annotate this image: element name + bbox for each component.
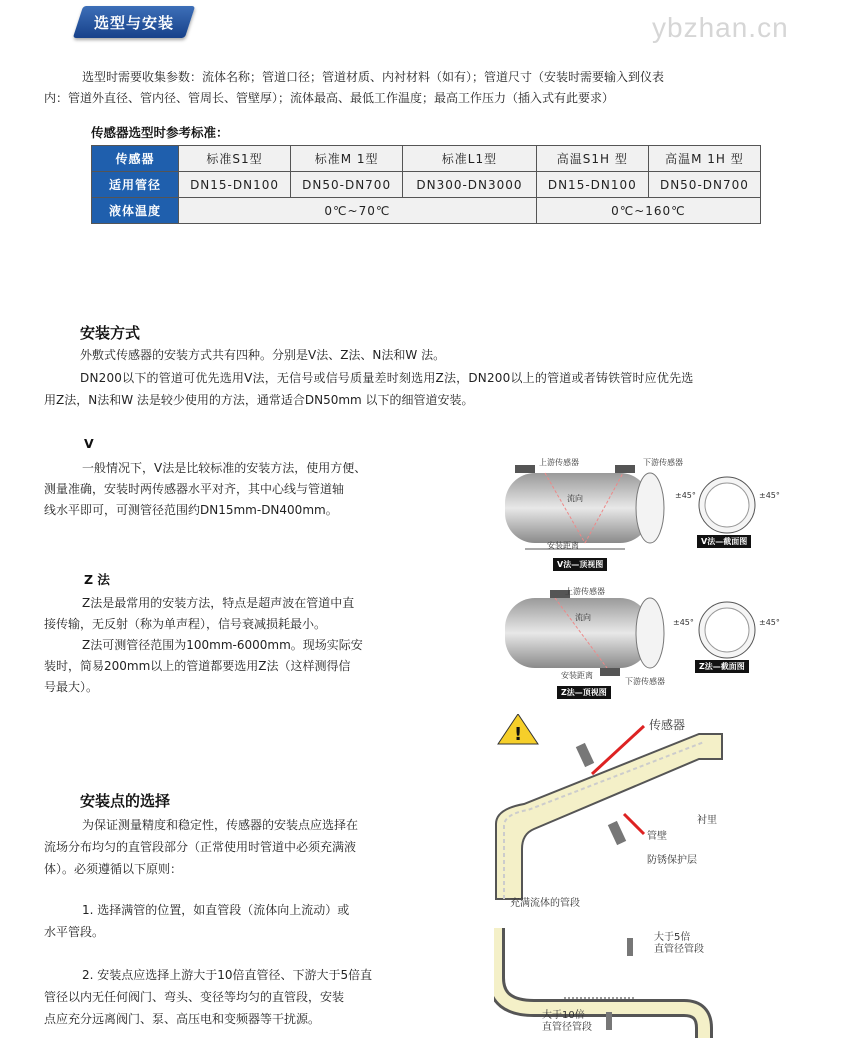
rule2-line3: 点应充分远离阀门、泵、高压电和变频器等干扰源。 (44, 1012, 321, 1026)
v-method-line3: 线水平即可，可测管径范围约DN15mm-DN400mm。 (44, 503, 338, 517)
v-downstream-label: 下游传感器 (643, 458, 683, 467)
install-method-line1: 外敷式传感器的安装方式共有四种。分别是V法、Z法、N法和W 法。 (80, 348, 446, 362)
wall-label: 管壁 (647, 831, 667, 842)
svg-text:!: ! (514, 724, 523, 745)
table-row (92, 198, 761, 224)
table-row (92, 172, 761, 198)
downstream-5x-line1: 大于5倍 (654, 932, 691, 943)
downstream-5x-line2: 直管径管段 (654, 944, 704, 955)
section-banner (78, 6, 190, 38)
model-cell: 高温M 1H 型 (648, 146, 760, 172)
table-title: 传感器选型时参考标准： (91, 125, 229, 140)
selection-intro-line1: 选型时需要收集参数：流体名称；管道口径；管道材质、内衬材料（如有）；管道尺寸（安装时需要输入到仪表 (82, 70, 665, 84)
v-method-diagram (495, 455, 795, 570)
z-caption-top: Z法—顶视图 (557, 686, 611, 699)
coating-label: 防锈保护层 (647, 855, 697, 866)
v-distance-label: 安装距离 (547, 541, 579, 550)
v-pipe-illustration (495, 455, 795, 570)
install-method-heading: 安装方式 (80, 324, 141, 342)
z-method-line4: 装时，简易200mm以上的管道都要选用Z法（这样测得信 (44, 659, 351, 673)
model-cell: 标准S1型 (179, 146, 291, 172)
sensor-spec-table (91, 145, 761, 224)
z-method-line5: 号最大）。 (44, 680, 99, 694)
point-selection-line2: 流场分布均匀的直管段部分（正常使用时管道中必须充满液 (44, 840, 357, 854)
diameter-cell: DN15-DN100 (179, 172, 291, 198)
selection-intro-line2: 内：管道外直径、管内径、管周长、管壁厚）；流体最高、最低工作温度；最高工作压力（插入式有此要求） (44, 91, 615, 105)
upstream-10x-line1: 大于10倍 (542, 1010, 585, 1021)
row-header-diameter: 适用管径 (92, 172, 179, 198)
diameter-cell: DN50-DN700 (291, 172, 403, 198)
rule1-line1: 1. 选择满管的位置，如直管段（流体向上流动）或 (82, 903, 350, 917)
z-method-line2: 接传输，无反射（称为单声程），信号衰减损耗最小。 (44, 617, 327, 631)
diameter-cell: DN50-DN700 (648, 172, 760, 198)
v-caption-top: V法—顶视图 (553, 558, 607, 571)
z-method-line3: Z法可测管径范围为100mm-6000mm。现场实际安 (82, 638, 363, 652)
z-method-diagram (495, 584, 795, 699)
watermark: ybzhan.cn (652, 12, 789, 43)
v-flow-label: 流向 (567, 494, 583, 503)
z-method-heading: Z 法 (84, 572, 110, 587)
z-upstream-label: 上游传感器 (565, 587, 605, 596)
diameter-cell: DN300-DN3000 (403, 172, 537, 198)
z-method-line1: Z法是最常用的安装方法，特点是超声波在管道中直 (82, 596, 355, 610)
rule2-line2: 管径以内无任何阀门、弯头、变径等均匀的直管段，安装 (44, 990, 345, 1004)
z-angle-right: ±45° (759, 618, 780, 627)
diameter-cell: DN15-DN100 (536, 172, 648, 198)
rule2-line1: 2. 安装点应选择上游大于10倍直管径、下游大于5倍直 (82, 968, 373, 982)
table-row (92, 146, 761, 172)
upstream-10x-line2: 直管径管段 (542, 1022, 592, 1033)
z-flow-label: 流向 (575, 613, 591, 622)
z-distance-label: 安装距离 (561, 671, 593, 680)
sensor-label: 传感器 (649, 718, 686, 732)
install-method-line3: 用Z法，N法和W 法是较少使用的方法，通常适合DN50mm 以下的细管道安装。 (44, 393, 474, 407)
sloped-pipe-illustration (494, 714, 724, 914)
temp-high-cell: 0℃~160℃ (536, 198, 760, 224)
pipe-install-diagram (494, 714, 724, 914)
v-angle-right: ±45° (759, 491, 780, 500)
install-method-line2: DN200以下的管道可优先选用V法，无信号或信号质量差时刻选用Z法，DN200以上的管道或者铸铁管时应优先选 (80, 371, 694, 385)
v-method-heading: V (84, 436, 94, 451)
v-method-line1: 一般情况下，V法是比较标准的安装方法，使用方便、 (82, 461, 367, 475)
full-pipe-label: 充满流体的管段 (510, 898, 580, 909)
lining-label: 衬里 (697, 815, 717, 826)
model-cell: 标准L1型 (403, 146, 537, 172)
v-method-line2: 测量准确，安装时两传感器水平对齐，其中心线与管道轴 (44, 482, 345, 496)
straight-pipe-diagram (494, 928, 724, 1038)
banner-title: 选型与安装 (93, 14, 174, 32)
z-downstream-label: 下游传感器 (625, 677, 665, 686)
z-caption-section: Z法—截面图 (695, 660, 749, 673)
v-upstream-label: 上游传感器 (539, 458, 579, 467)
point-selection-line1: 为保证测量精度和稳定性，传感器的安装点应选择在 (82, 818, 359, 832)
rule1-line2: 水平管段。 (44, 925, 105, 939)
temp-standard-cell: 0℃~70℃ (179, 198, 537, 224)
v-angle-left: ±45° (675, 491, 696, 500)
v-caption-section: V法—截面图 (697, 535, 751, 548)
model-cell: 高温S1H 型 (536, 146, 648, 172)
row-header-sensor: 传感器 (92, 146, 179, 172)
z-angle-left: ±45° (673, 618, 694, 627)
model-cell: 标准M 1型 (291, 146, 403, 172)
row-header-temperature: 液体温度 (92, 198, 179, 224)
point-selection-heading: 安装点的选择 (80, 792, 171, 810)
point-selection-line3: 体）。必须遵循以下原则： (44, 862, 183, 876)
